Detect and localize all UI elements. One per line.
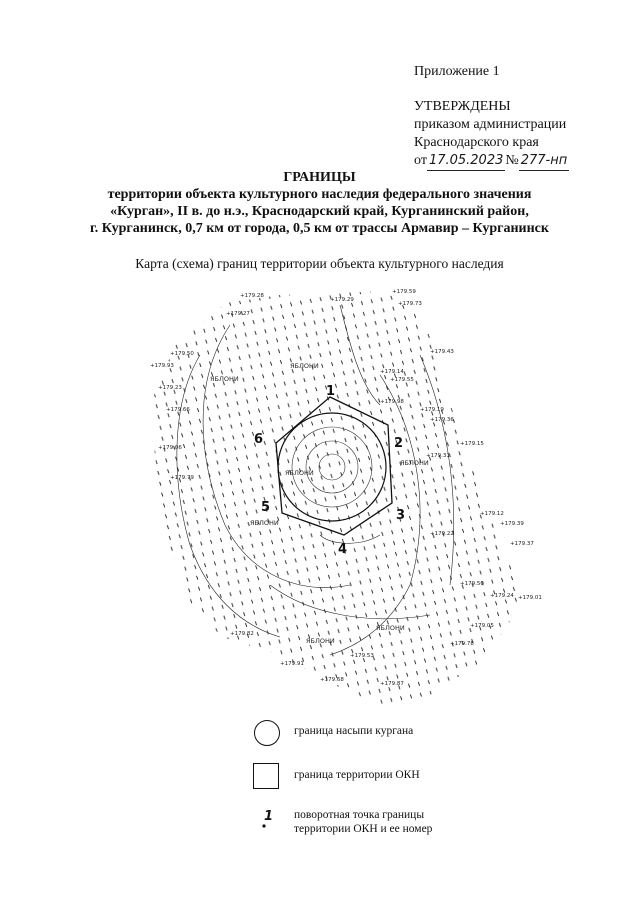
point-number: 6 <box>254 432 264 447</box>
elevation-mark: +179.50 <box>170 351 194 357</box>
territory-legend-label: граница территории ОКН <box>294 769 420 781</box>
elevation-mark: +179.12 <box>480 511 504 517</box>
turning-point-legend-label <box>294 808 432 836</box>
point-number: 3 <box>396 508 406 523</box>
elevation-mark: +179.22 <box>430 531 454 537</box>
point-number: 1 <box>326 384 336 399</box>
elevation-mark: +179.79 <box>170 475 194 481</box>
number-prefix: № <box>505 153 519 168</box>
field-label: ЯБЛОНИ <box>210 375 239 383</box>
elevation-mark: +179.55 <box>390 377 414 383</box>
handwritten-date: 17.05.2023 <box>427 152 505 171</box>
title-line-3: г. Курганинск, 0,7 км от города, 0,5 км от трассы Армавир – Курганинск <box>90 221 549 236</box>
title-line-1: территории объекта культурного наследия федерального значения <box>107 187 532 202</box>
mound-legend-label: граница насыпи кургана <box>294 725 414 737</box>
elevation-mark: +179.24 <box>490 593 514 599</box>
order-line-2: Краснодарского края <box>414 135 539 150</box>
order-date-line <box>414 152 569 171</box>
turning-point-legend-line-2: территории ОКН и ее номер <box>294 823 433 835</box>
elevation-mark: +179.15 <box>460 441 484 447</box>
elevation-mark: +179.31 <box>426 453 450 459</box>
elevation-mark: +179.28 <box>240 293 264 299</box>
elevation-mark: +179.98 <box>380 399 404 405</box>
elevation-mark: +179.73 <box>398 301 422 307</box>
title-line-2: «Курган», II в. до н.э., Краснодарский край, Курганинский район, <box>110 204 529 219</box>
point-number: 4 <box>338 542 348 557</box>
elevation-mark: +179.66 <box>166 407 190 413</box>
elevation-mark: +179.29 <box>330 297 354 303</box>
elevation-mark: +179.36 <box>430 417 454 423</box>
field-label: ЯБЛОНИ <box>285 469 314 477</box>
point-number: 2 <box>394 436 404 451</box>
approval-block <box>414 98 569 171</box>
elevation-mark: +179.91 <box>280 661 304 667</box>
document-heading: ГРАНИЦЫ <box>283 170 356 185</box>
elevation-mark: +179.78 <box>450 641 474 647</box>
appendix-label: Приложение 1 <box>414 64 500 79</box>
elevation-mark: +179.06 <box>158 445 182 451</box>
field-label: ЯБЛОНИ <box>400 459 429 467</box>
boundary-map <box>130 285 560 715</box>
legend-point-number: 1 <box>264 809 274 824</box>
date-prefix: от <box>414 153 427 168</box>
field-label: ЯБЛОНИ <box>250 519 279 527</box>
handwritten-number: 277-нп <box>519 152 570 171</box>
elevation-mark: +179.19 <box>420 407 444 413</box>
elevation-mark: +179.53 <box>350 653 374 659</box>
elevation-mark: +179.39 <box>500 521 524 527</box>
territory-legend-icon <box>252 762 280 790</box>
elevation-mark: +179.14 <box>380 369 404 375</box>
elevation-mark: +179.27 <box>226 311 250 317</box>
turning-point-legend-line-1: поворотная точка границы <box>294 809 425 821</box>
elevation-mark: +179.05 <box>470 623 494 629</box>
field-label: ЯБЛОНИ <box>290 362 319 370</box>
order-line-1: приказом администрации <box>414 117 567 132</box>
mound-legend-icon <box>252 718 282 748</box>
elevation-mark: +179.82 <box>230 631 254 637</box>
elevation-mark: +179.23 <box>158 385 182 391</box>
turning-point-legend-icon <box>258 806 282 832</box>
map-caption: Карта (схема) границ территории объекта культурного наследия <box>135 256 504 271</box>
orchard-hatching <box>130 285 560 715</box>
field-label: ЯБЛОНИ <box>306 637 335 645</box>
elevation-mark: +179.93 <box>150 363 174 369</box>
approved-label: УТВЕРЖДЕНЫ <box>414 99 511 114</box>
point-number: 5 <box>261 500 271 515</box>
elevation-mark: +179.01 <box>518 595 542 601</box>
field-label: ЯБЛОНИ <box>376 624 405 632</box>
elevation-mark: +179.43 <box>430 349 454 355</box>
elevation-mark: +179.37 <box>510 541 534 547</box>
elevation-mark: +179.50 <box>460 581 484 587</box>
elevation-mark: +179.59 <box>392 289 416 295</box>
elevation-mark: +179.68 <box>320 677 344 683</box>
elevation-mark: +179.87 <box>380 681 404 687</box>
